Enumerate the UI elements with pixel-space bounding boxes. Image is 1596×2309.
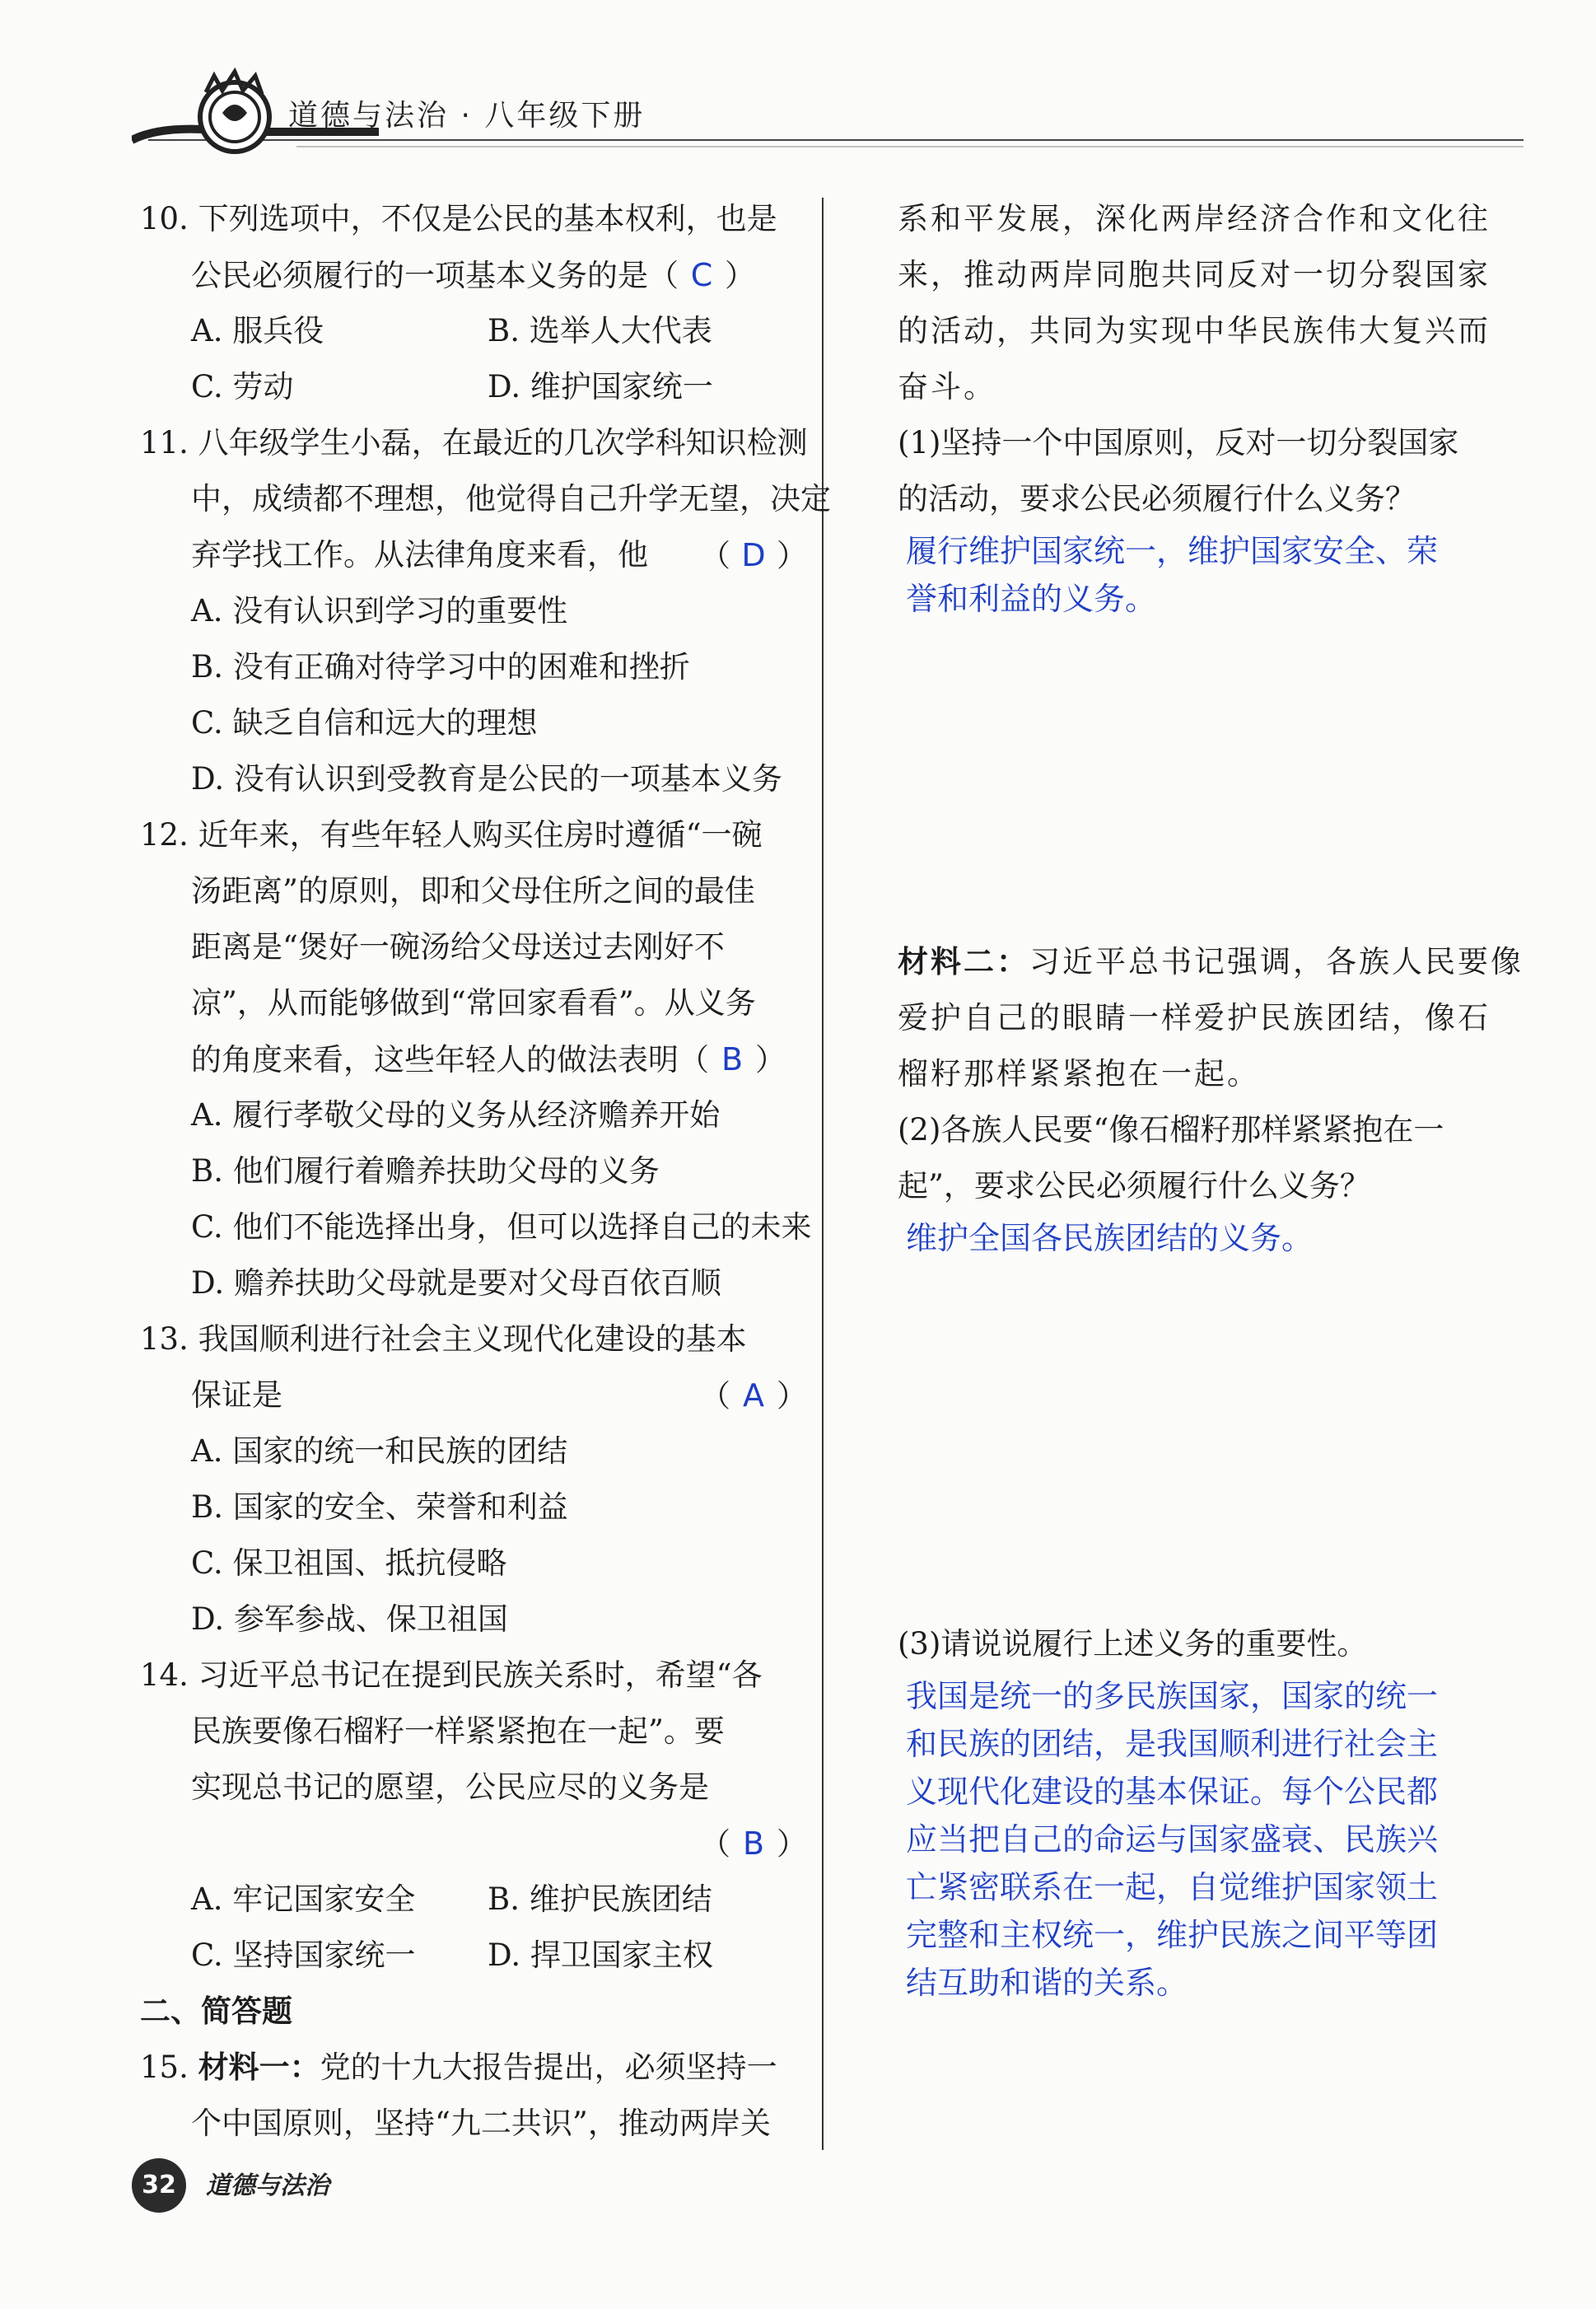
question-text: 保证是 （ A ） xyxy=(140,1367,807,1423)
question-14 xyxy=(140,1648,807,1984)
question-text: 民族要像石榴籽一样紧紧抱在一起”。要 xyxy=(191,1713,725,1749)
material-text: 来，推动两岸同胞共同反对一切分裂国家 xyxy=(898,257,1491,292)
option: C. 缺乏自信和远大的理想 xyxy=(191,705,538,741)
question-text: 13. 我国顺利进行社会主义现代化建设的基本 xyxy=(140,1321,747,1357)
sub-question: (2)各族人民要“像石榴籽那样紧紧抱在一 xyxy=(898,1112,1444,1147)
option: B. 他们履行着赡养扶助父母的义务 xyxy=(191,1153,660,1189)
handwritten-answer: 我国是统一的多民族国家，国家的统一 和民族的团结，是我国顺利进行社会主 义现代化建设的基本保证。每个公民都 应当把自己的命运与国家盛衰、民族兴 亡紧密联系在一起，自觉维护国家领土 完整和主权统一，维护民族之间平等团 结互助和谐的关系。 xyxy=(906,1678,1439,2001)
option: A. 没有认识到学习的重要性 xyxy=(191,593,568,629)
page-number: 32 xyxy=(132,2158,186,2213)
option: A. 牢记国家安全 xyxy=(191,1881,416,1917)
answer-mark: B xyxy=(742,1825,765,1862)
material-label: 材料一： xyxy=(198,2050,320,2085)
material-text: 奋斗。 xyxy=(898,369,996,404)
answer-line: （ B ） xyxy=(140,1816,807,1872)
answer-mark: A xyxy=(743,1377,764,1414)
option: D. 维护国家统一 xyxy=(488,369,713,404)
question-text: 公民必须履行的一项基本义务的是（ C ） xyxy=(140,247,807,303)
option: C. 保卫祖国、抵抗侵略 xyxy=(191,1545,507,1581)
option: B. 选举人大代表 xyxy=(488,313,712,348)
question-text: 15. 材料一：党的十九大报告提出，必须坚持一 xyxy=(140,2050,777,2085)
question-10 xyxy=(140,191,807,415)
option-row xyxy=(140,1872,807,1928)
material-label: 材料二： xyxy=(898,944,1029,979)
option: A. 履行孝敬父母的义务从经济赡养开始 xyxy=(191,1097,721,1133)
sub-question: 起”，要求公民必须履行什么义务？ xyxy=(898,1168,1370,1204)
question-text: 10. 下列选项中，不仅是公民的基本权利，也是 xyxy=(140,201,777,236)
question-text: 14. 习近平总书记在提到民族关系时，希望“各 xyxy=(140,1657,763,1693)
option: C. 劳动 xyxy=(191,369,294,404)
option: C. 坚持国家统一 xyxy=(191,1937,416,1973)
question-11 xyxy=(140,415,831,807)
sub-question: (1)坚持一个中国原则，反对一切分裂国家 xyxy=(898,425,1459,460)
dragon-emblem-icon xyxy=(189,68,280,158)
option-row xyxy=(140,1928,807,1984)
material-text: 的活动，共同为实现中华民族伟大复兴而 xyxy=(898,313,1491,348)
option: D. 参军参战、保卫祖国 xyxy=(191,1601,508,1637)
answer-mark: C xyxy=(690,257,713,293)
option: B. 维护民族团结 xyxy=(488,1881,712,1917)
question-text: 凉”，从而能够做到“常回家看看”。从义务 xyxy=(191,985,756,1021)
answer-mark: D xyxy=(741,537,766,573)
material-text: 系和平发展，深化两岸经济合作和文化往 xyxy=(898,201,1491,236)
option: D. 捍卫国家主权 xyxy=(488,1937,713,1973)
option-row xyxy=(140,359,807,415)
right-column xyxy=(898,191,1524,2007)
option: D. 没有认识到受教育是公民的一项基本义务 xyxy=(191,761,782,797)
question-text: 11. 八年级学生小磊，在最近的几次学科知识检测 xyxy=(140,425,808,460)
question-text: 的角度来看，这些年轻人的做法表明（ B ） xyxy=(140,1031,807,1087)
question-text: 弃学找工作。从法律角度来看，他 （ D ） xyxy=(140,527,807,583)
question-text: 距离是“煲好一碗汤给父母送过去刚好不 xyxy=(191,929,725,965)
book-title: 道德与法治 · 八年级下册 xyxy=(288,99,646,133)
section-title: 二、简答题 xyxy=(140,1993,292,2029)
option: D. 赡养扶助父母就是要对父母百依百顺 xyxy=(191,1265,721,1301)
option: C. 他们不能选择出身，但可以选择自己的未来 xyxy=(191,1209,812,1245)
material-text: 材料二：习近平总书记强调，各族人民要像 xyxy=(898,944,1524,979)
question-13 xyxy=(140,1311,807,1648)
question-text: 个中国原则，坚持“九二共识”，推动两岸关 xyxy=(191,2106,771,2141)
handwritten-answer: 履行维护国家统一，维护国家安全、荣 誉和利益的义务。 xyxy=(906,533,1439,617)
material-text: 爱护自己的眼睛一样爱护民族团结，像石 xyxy=(898,1000,1491,1035)
option: B. 国家的安全、荣誉和利益 xyxy=(191,1489,568,1525)
sub-question: 的活动，要求公民必须履行什么义务？ xyxy=(898,481,1416,516)
option: A. 国家的统一和民族的团结 xyxy=(191,1433,568,1469)
question-text: 12. 近年来，有些年轻人购买住房时遵循“一碗 xyxy=(140,817,763,853)
option: B. 没有正确对待学习中的困难和挫折 xyxy=(191,649,690,685)
question-15 xyxy=(140,2040,807,2152)
question-text: 实现总书记的愿望，公民应尽的义务是 xyxy=(191,1769,709,1805)
option-row xyxy=(140,303,807,359)
question-text: 中，成绩都不理想，他觉得自己升学无望，决定 xyxy=(191,481,831,516)
sub-question: (3)请说说履行上述义务的重要性。 xyxy=(898,1626,1368,1662)
question-text: 汤距离”的原则，即和父母住所之间的最佳 xyxy=(191,873,755,909)
left-column xyxy=(140,191,831,2152)
question-12 xyxy=(140,807,812,1311)
answer-mark: B xyxy=(721,1041,744,1077)
handwritten-answer: 维护全国各民族团结的义务。 xyxy=(906,1220,1314,1256)
option: A. 服兵役 xyxy=(191,313,324,348)
material-text: 榴籽那样紧紧抱在一起。 xyxy=(898,1056,1260,1091)
footer-subject-label: 道德与法治 xyxy=(206,2171,329,2200)
